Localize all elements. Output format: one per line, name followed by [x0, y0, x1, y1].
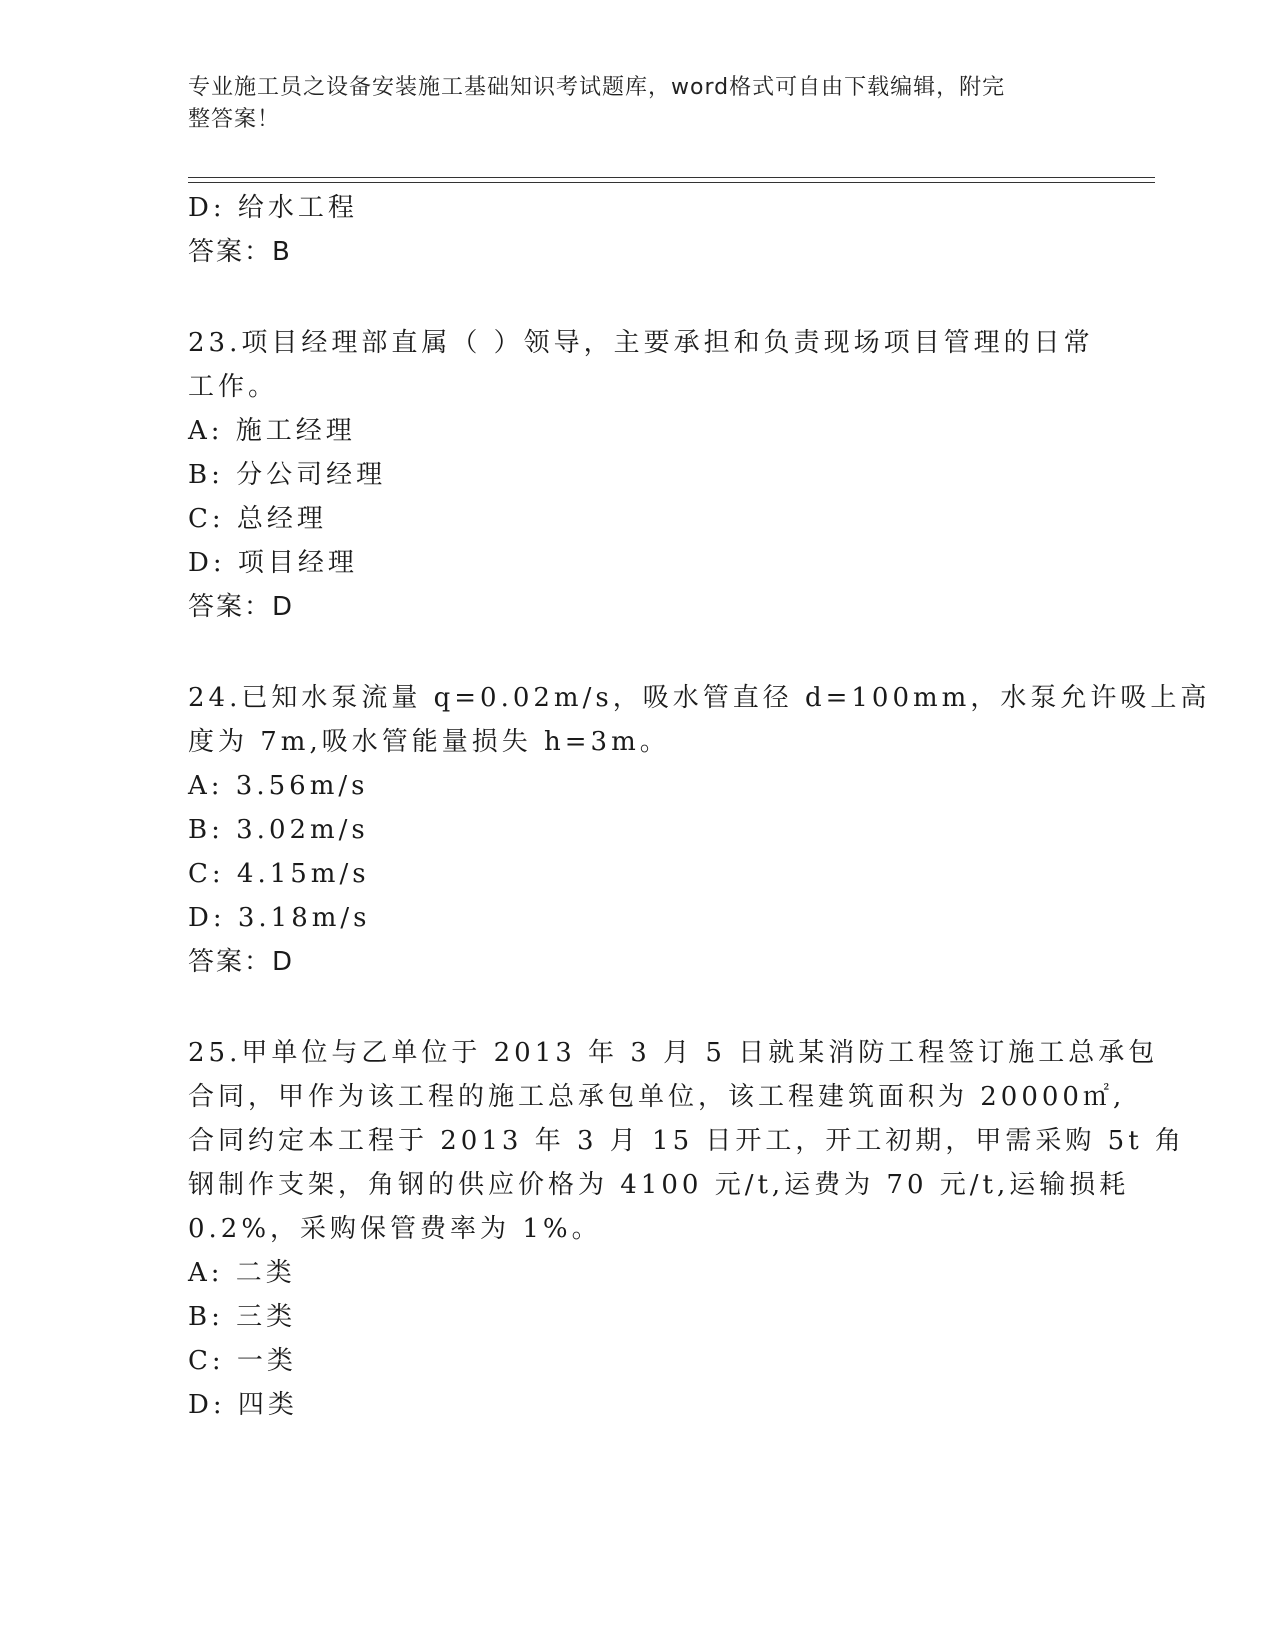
option-a: A: 二类 [188, 1258, 296, 1288]
option-d: D: 3.18m/s [188, 903, 371, 933]
question-stem-line: 工作。 [188, 372, 279, 402]
option-b: B: 分公司经理 [188, 460, 387, 490]
option-c: C: 4.15m/s [188, 859, 370, 889]
question-stem-line: 合同，甲作为该工程的施工总承包单位，该工程建筑面积为 20000㎡, [188, 1082, 1126, 1112]
option-a: A: 3.56m/s [188, 771, 369, 801]
header-divider-bottom [188, 182, 1155, 183]
option-d: D: 给水工程 [188, 193, 358, 223]
option-c: C: 一类 [188, 1346, 297, 1376]
question-stem-line: 度为 7m,吸水管能量损失 h=3m。 [188, 727, 670, 757]
header-divider-top [188, 177, 1155, 178]
question-stem-line: 0.2%，采购保管费率为 1%。 [188, 1214, 602, 1244]
question-stem-line: 25.甲单位与乙单位于 2013 年 3 月 5 日就某消防工程签订施工总承包 [188, 1038, 1159, 1068]
header-line-2: 整答案！ [188, 107, 281, 132]
option-b: B: 3.02m/s [188, 815, 369, 845]
answer-text: 答案：D [188, 592, 295, 622]
option-a: A: 施工经理 [188, 416, 356, 446]
option-b: B: 三类 [188, 1302, 297, 1332]
question-stem-line: 23.项目经理部直属（ ）领导，主要承担和负责现场项目管理的日常 [188, 328, 1094, 358]
question-stem-line: 钢制作支架，角钢的供应价格为 4100 元/t,运费为 70 元/t,运输损耗 [188, 1170, 1130, 1200]
option-d: D: 项目经理 [188, 548, 358, 578]
option-c: C: 总经理 [188, 504, 327, 534]
answer-text: 答案：B [188, 237, 292, 267]
header-text [188, 72, 1068, 136]
answer-text: 答案：D [188, 947, 295, 977]
header-line-1: 专业施工员之设备安装施工基础知识考试题库，word格式可自由下载编辑，附完 [188, 75, 1006, 100]
option-d: D: 四类 [188, 1390, 298, 1420]
question-stem-line: 合同约定本工程于 2013 年 3 月 15 日开工，开工初期，甲需采购 5t 角 [188, 1126, 1185, 1156]
question-stem-line: 24.已知水泵流量 q=0.02m/s，吸水管直径 d=100mm，水泵允许吸上高 [188, 683, 1211, 713]
